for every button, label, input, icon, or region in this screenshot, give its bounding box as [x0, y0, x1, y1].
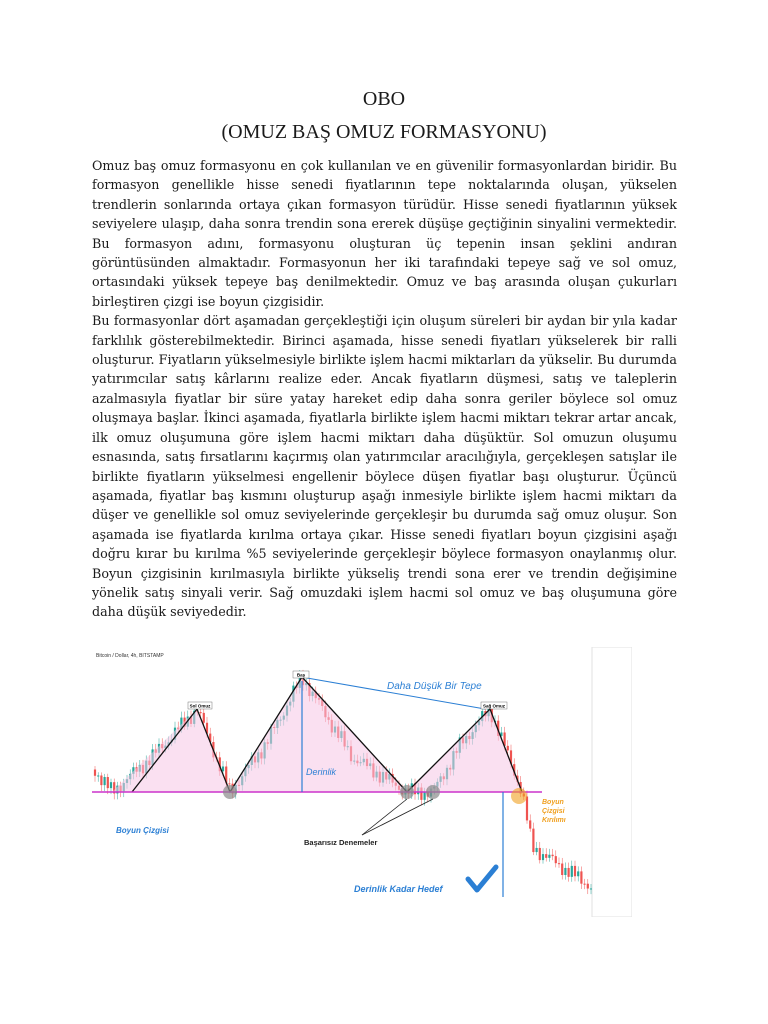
candle-body	[110, 782, 112, 788]
candle-body	[561, 864, 563, 875]
candle-body	[580, 871, 582, 883]
candle-body	[97, 775, 99, 776]
candle-body	[568, 868, 570, 877]
candle-body	[564, 868, 566, 875]
candle-body	[222, 767, 224, 772]
neckline-label: Boyun Çizgisi	[116, 826, 169, 835]
candle-body	[574, 866, 576, 876]
candle-body	[584, 884, 586, 885]
price-axis-panel	[592, 647, 632, 917]
candle-body	[107, 777, 109, 788]
candle-body	[200, 712, 202, 713]
depth-label: Derinlik	[306, 767, 337, 777]
candle-body	[590, 888, 592, 889]
neckline-break-label-line3: Kırılımı	[542, 817, 566, 824]
head-label: Baş	[296, 672, 306, 678]
candle-body	[545, 854, 547, 858]
lower-high-label: Daha Düşük Bir Tepe	[387, 681, 482, 692]
trough-marker	[400, 785, 414, 799]
candle-body	[94, 770, 96, 776]
target-label: Derinlik Kadar Hedef	[354, 884, 443, 894]
paragraph: Omuz baş omuz formasyonu en çok kullanılan ve en güvenilir formasyonlardan biridir. Bu formasyon genellikle hisse senedi fiyatlarının tepe noktalarında oluşan, yükselen trendlerin sonlarında ortaya çıkan formasyon türüdür. Hisse senedi fiyatlarının yüksek seviyelere ulaşıp, daha sonra trendin sona ererek düşüşe geçtiğinin sinyalini vermektedir. Bu formasyon adını, formasyonu oluşturan üç tepenin insan şeklini andıran görüntüsünden almaktadır. Formasyonun her iki tarafındaki tepeye sağ ve sol omuz, ortasındaki yüksek tepeye baş denilmektedir. Omuz ve baş arasında oluşan çukurları birleştiren çizgi ise boyun çizgisidir.	[92, 158, 677, 309]
candle-body	[100, 775, 102, 785]
trough-marker	[426, 785, 440, 799]
candle-body	[555, 856, 557, 863]
candle-body	[532, 829, 534, 852]
candle-body	[571, 866, 573, 877]
neckline-break-label-line2: Çizgisi	[542, 808, 565, 815]
candle-body	[536, 848, 538, 852]
trough-marker	[223, 785, 237, 799]
candle-body	[587, 884, 589, 889]
failed-attempts-label: Başarısız Denemeler	[304, 838, 378, 847]
chart-header: Bitcoin / Dollar, 4h, BITSTAMP	[96, 653, 164, 659]
candle-body	[577, 871, 579, 876]
neckline-break-label-line1: Boyun	[542, 799, 564, 806]
document-title: OBO	[362, 88, 406, 110]
document-body	[92, 156, 677, 622]
paragraph: Bu formasyonlar dört aşamadan gerçekleştiği için oluşum süreleri bir aydan bir yıla kadar farklılık gösterebilmektedir. Birinci aşamada, hisse senedi fiyatları yükselerek bir ralli oluşturur. Fiyatların yükselmesiyle birlikte işlem hacmi miktarları da yükselir. Bu durumda yatırımcılar satış kârlarını realize eder. Ancak fiyatların düşmesi, satış ve taleplerin azalmasıyla fiyatlar bir süre yatay hareket edip daha sonra geriler böylece sol omuz oluşmaya başlar. İkinci aşamada, fiyatlarla birlikte işlem hacmi miktarı tekrar artar ancak, ilk omuz oluşumuna göre işlem hacmi miktarı daha düşüktür. Sol omuzun oluşumu esnasında, satış fırsatlarını kaçırmış olan yatırımcılar aracılığıyla, gerçekleşen satışlar ile birlikte fiyatların yükselmesi engellenir böylece düşen fiyatlar başı oluşturur. Üçüncü aşamada, fiyatlar baş kısmını oluşturup aşağı inmesiyle birlikte işlem hacmi miktarı da düşer ve genellikle sol omuz seviyelerinde gerçekleşir bu durumda sağ omuz oluşur. Son aşamada ise fiyatlarda kırılma ortaya çıkar. Hisse senedi fiyatları boyun çizgisini aşağı doğru kırar bu kırılma %5 seviyelerinde gerçekleşir böylece formasyon onaylanmış olur. Boyun çizgisinin kırılmasıyla birlikte yükseliş trendi sona erer ve trendin değişimine yönelik satış sinyali verir. Sağ omuzdaki işlem hacmi sol omuz ve baş oluşumuna göre daha düşük seviyededir.	[92, 313, 677, 620]
neckline-break-marker	[511, 788, 527, 804]
candle-body	[526, 797, 528, 821]
left-shoulder-label: Sol Omuz	[189, 703, 211, 709]
candle-body	[542, 854, 544, 860]
candle-body	[558, 863, 560, 864]
candle-body	[424, 792, 426, 800]
document-subtitle: (OMUZ BAŞ OMUZ FORMASYONU)	[221, 121, 547, 143]
right-shoulder-label: Sağ Omuz	[482, 703, 506, 709]
candle-body	[548, 855, 550, 858]
candle-body	[529, 820, 531, 828]
candle-body	[539, 848, 541, 860]
candle-body	[104, 777, 106, 785]
head-and-shoulders-chart-figure	[92, 647, 632, 917]
candle-body	[552, 855, 554, 856]
candle-body	[507, 746, 509, 751]
candle-body	[228, 783, 230, 784]
candle-body	[203, 713, 205, 723]
